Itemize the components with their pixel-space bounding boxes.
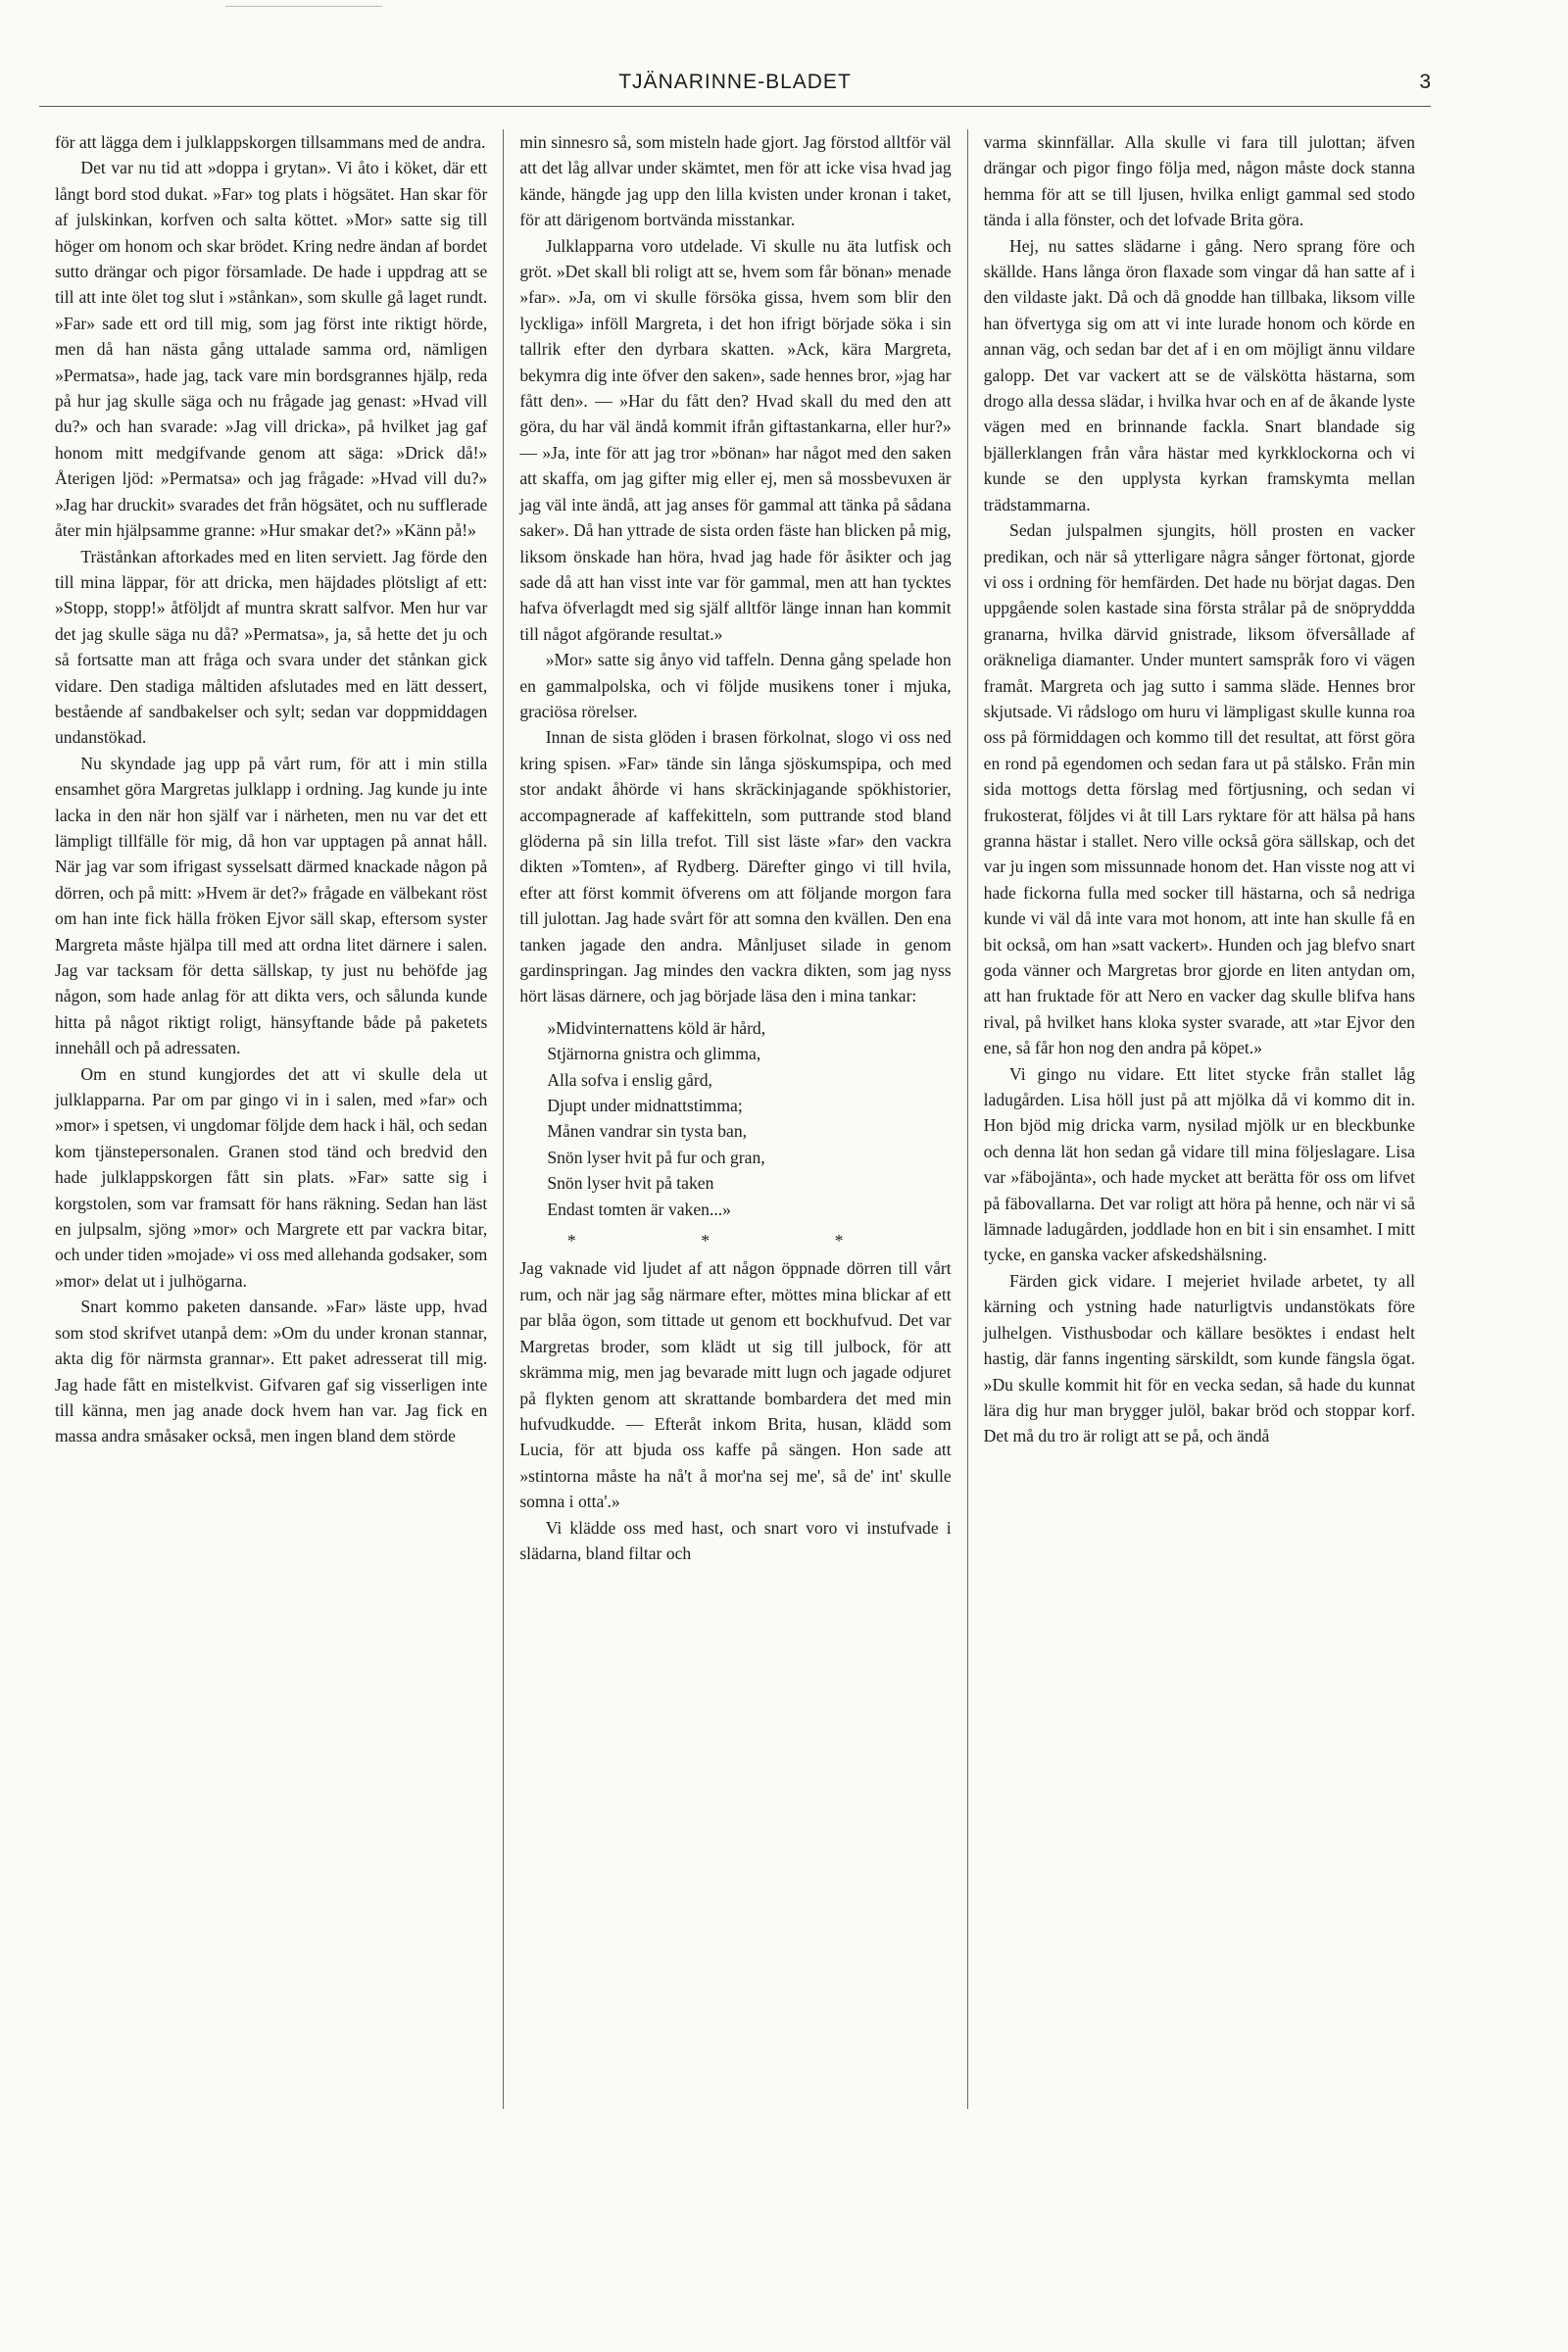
column-2 <box>503 129 966 2109</box>
paragraph: Färden gick vidare. I mejeriet hvilade arbetet, ty all kärning och ystning hade naturligtvis undanstökats före julhelgen. Visthusbodar och källare besöktes i endast helt hastig, där fanns ingenting särskildt, som kunde fängsla ögat. »Du skulle kommit hit för en vecka sedan, så hade du kunnat lära dig hur man brygger julöl, bakar bröd och stoppar korf. Det må du tro är roligt att se på, och ändå <box>983 1270 1415 1446</box>
paragraph: Snart kommo paketen dansande. »Far» läste upp, hvad som stod skrifvet utanpå dem: »Om du under kronan stannar, akta dig för närmsta grannar». Ett paket adresserat till mig. Jag hade fått en mistelkvist. Gifvaren gaf sig visserligen inte till känna, men jag anade dock hvem han var. Jag fick en massa andra småsaker också, men ingen bland dem störde <box>55 1297 488 1446</box>
paragraph: Innan de sista glöden i brasen förkolnat, slogo vi oss ned kring spisen. »Far» tände sin långa sjöskumspipa, och med stor andakt åhörde vi hans skräckinjagande spökhistorier, accompagnerade af kaffekitteln, som puttrande stod bland glöderna på sin lilla trefot. Till sist läste »far» den vackra dikten »Tomten», af Rydberg. Därefter gingo vi till hvila, efter att först kommit öfverens om att följande morgon fara till julottan. Jag hade svårt för att somna den kvällen. Den ena tanken jagade den andra. Månljuset silade in genom gardinspringan. Jag mindes den vackra dikten, som jag nyss hört läsas därnere, och jag började läsa den i mina tankar: <box>519 727 952 1006</box>
poem-line: Månen vandrar sin tysta ban, <box>547 1121 748 1142</box>
paragraph: Om en stund kungjordes det att vi skulle dela ut julklapparna. Par om par gingo vi in i salen, med »far» och »mor» i spetsen, vi ungdomar följde dem hack i häl, och sedan kom tjänstepersonalen. Granen stod tänd och bredvid den hade julklappskorgen fått sin plats. »Far» satte sig i korgstolen, som var framsatt för hans räkning. Sedan han läst en julpsalm, sjöng »mor» och Margrete ett par vackra bitar, och under tiden »mojade» vi oss med allehanda godsaker, som »mor» delat ut i julhögarna. <box>55 1063 488 1291</box>
section-separator: * * * <box>566 1231 905 1251</box>
paragraph: Det var nu tid att »doppa i grytan». Vi åto i köket, där ett långt bord stod dukat. »Far» tog plats i högsätet. Han skar för af julskinkan, korfven och salta köttet. »Mor» satte sig till höger om honom och skar brödet. Kring nedre ändan af bordet sutto drängar och pigor församlade. De hade i uppdrag att se till att inte ölet tog slut i »stånkan», som skulle gå laget rundt. »Far» sade ett ord till mig, som jag först inte riktigt hörde, men då han nästa gång uttalade samma ord, nämligen »Permatsa», hade jag, tack vare min bordsgrannes hjälp, reda på hur jag skulle säga och nu frågade jag genast: »Hvad vill du?» och han svarade: »Jag vill dricka», på hvilket jag gaf honom mitt medgifvande genom att säga: »Drick då!» Återigen ljöd: »Permatsa» och jag frågade: »Hvad vill du?» »Jag har druckit» svarades det från högsätet, och nu sufflerade åter min hjälpsamme granne: »Hur smakar det?» »Känn på!» <box>55 158 488 541</box>
paragraph: Trästånkan aftorkades med en liten serviett. Jag förde den till mina läppar, för att dricka, men häjdades plötsligt af ett: »Stopp, stopp!» åtföljdt af muntra skratt salfvor. Men hur var det jag skulle säga nu då? »Permatsa», ja, så hette det ju och så fortsatte man att fråga och svara under det stånkan gick vidare. Den stadiga måltiden afslutades med en lätt dessert, bestående af sandbakelser och sylt; sedan var doppmiddagen undanstökad. <box>55 546 488 748</box>
column-1 <box>39 129 503 2109</box>
poem-line: Stjärnorna gnistra och glimma, <box>547 1044 761 1064</box>
paragraph: Hej, nu sattes slädarne i gång. Nero sprang före och skällde. Hans långa öron flaxade som vingar då han satte af i den vildaste jakt. Då och då gnodde han tillbaka, liksom ville han öfvertyga sig om att vi inte lurade honom och körde en annan väg, och sedan bar det af i en om möjligt ännu vildare galopp. Det var vackert att se de välskötta hästarna, som drogo alla dessa slädar, i hvilka hvar och en af de åkande lyste vägen med en brinnande fackla. Snart blandade sig bjällerklangen från våra hästar med kyrkklockorna och vi kunde se den upplysta kyrkan framskymta mellan trädstammarna. <box>983 235 1415 514</box>
paragraph: Sedan julspalmen sjungits, höll prosten en vacker predikan, och när så ytterligare några sånger förtonat, gjorde vi oss i ordning för hemfärden. Det hade nu börjat dagas. Den uppgående solen kastade sina första strålar på de snöpryddda granarna, hvilka därvid gnistrade, liksom öfversållade af oräkneliga diamanter. Under muntert samspråk foro vi vägen framåt. Margreta och jag sutto i samma släde. Hennes bror skjutsade. Vi rådslogo om huru vi lämpligast skulle kunna roa oss på förmiddagen och kommo till det resultat, att först göra en rond på egendomen och sedan fara ut på stålsko. Från min sida mottogs detta förslag med förtjusning, och sedan vi frukosterat, följdes vi åt till Lars ryktare för att hälsa på hans granna hästar i stallet. Nero ville också göra sällskap, och det var ju ingen som missunnade honom det. Han visste nog att vi hade fickorna fulla med socker till hästarna, och så nedriga kunde vi väl då inte vara mot honom, att inte han skulle få en bit också, om han »satt vackert». Hunden och jag blefvo snart goda vänner och Margretas bror gjorde en liten antydan om, att han fruktade för att Nero en vacker dag skulle blifva hans rival, på hvilket hans kloka syster svarade, att »tar Ejvor den ene, så får hon nog den andra på köpet.» <box>983 520 1415 1058</box>
publication-title: TJÄNARINNE-BLADET <box>618 71 852 93</box>
paragraph: varma skinnfällar. Alla skulle vi fara till julottan; äfven drängar och pigor fingo följa med, någon måste dock stanna hemma för att se till ljusen, hvilka enligt gammal sed stodo tända i alla fönster, och det lofvade Brita göra. <box>983 132 1415 230</box>
paragraph: Vi gingo nu vidare. Ett litet stycke från stallet låg ladugården. Lisa höll just på att mjölka då vi kommo dit in. Hon bjöd mig dricka varm, nysilad mjölk ur en bleckbunke och denna lät hon sedan gå vidare till mina följeslagare. Lisa var »fäbojänta», och hade mycket att berätta för oss om lifvet på fäbovallarna. Det var roligt att höra på henne, och när vi så lämnade ladugården, joddlade hon en bit i sin ensamhet. I mitt tycke, en ganska vacker afskedshälsning. <box>983 1063 1415 1265</box>
article-columns <box>39 129 1431 2109</box>
poem-line: Alla sofva i enslig gård, <box>547 1069 712 1090</box>
column-3 <box>967 129 1431 2109</box>
paragraph: Nu skyndade jag upp på vårt rum, för att i min stilla ensamhet göra Margretas julklapp i ordning. Jag kunde ju inte lacka in den när hon själf var i närheten, men nu var det ett lämpligt tillfälle för mig, då hon var upptagen på annat håll. När jag var som ifrigast sysselsatt därmed knackade någon på dörren, och på mitt: »Hvem är det?» frågade en välbekant röst om han inte fick hälla fröken Ejvor säll skap, eftersom syster Margreta måste hjälpa till med att ordna litet därnere i salen. Jag var tacksam för detta sällskap, ty just nu behöfde jag någon, som hade anlag för att dikta vers, och sålunda kunde hitta på något riktigt roligt, hänsyftande både på paketets innehåll och på adressaten. <box>55 753 488 1058</box>
poem-line: Djupt under midnattstimma; <box>547 1096 743 1116</box>
poem-line: Snön lyser hvit på fur och gran, <box>547 1147 765 1167</box>
header-rule <box>39 106 1431 107</box>
page-header <box>39 71 1431 104</box>
page-number: 3 <box>1419 71 1431 93</box>
paragraph: Vi klädde oss med hast, och snart voro vi instufvade i slädarna, bland filtar och <box>519 1517 952 1563</box>
paragraph: min sinnesro så, som misteln hade gjort. Jag förstod alltför väl att det låg allvar under skämtet, men för att icke visa hvad jag kände, hängde jag upp den lilla kvisten under kronan i taket, för att därigenom bortvända misstankar. <box>519 132 952 230</box>
paragraph: Julklapparna voro utdelade. Vi skulle nu äta lutfisk och gröt. »Det skall bli roligt att se, hvem som får bönan» menade »far». »Ja, om vi skulle försöka gissa, hvem som blir den lyckliga» inföll Margreta, i det hon ifrigt började söka i sin tallrik efter den dyrbara skatten. »Ack, kära Margreta, bekymra dig inte öfver den saken», sade hennes bror, »jag har fått den». — »Har du fått den? Hvad skall du med den att göra, du har väl ändå kommit ifrån giftastankarna, eller hur?» — »Ja, inte för att jag tror »bönan» har något med den saken att skaffa, om jag gifter mig eller ej, men så mossbevuxen är jag väl inte ändå, att jag anses för gammal att tänka på sådana saker». Då han yttrade de sista orden fäste han blicken på mig, liksom önskade han höra, hvad jag hade för åsikter och jag sade då att han visst inte var för gammal, men att han tycktes hafva öfverlagdt med sig själf alltför länge innan han kommit till något afgörande resultat.» <box>519 235 952 644</box>
poem-line: »Midvinternattens köld är hård, <box>547 1017 766 1038</box>
poem-line: Endast tomten är vaken...» <box>547 1199 731 1219</box>
paragraph: Jag vaknade vid ljudet af att någon öppnade dörren till vårt rum, och när jag såg närmare efter, möttes mina blickar af ett par blåa ögon, som tittade ut genom ett bockhufvud. Det var Margretas broder, som klädt ut sig till julbock, för att skrämma mig, men jag bevarade mitt lugn och jagade odjuret på flykten genom att skrattande bombardera det med min hufvudkudde. — Efteråt inkom Brita, husan, klädd som Lucia, för att bjuda oss kaffe på sängen. Hon sade att »stintorna måste ha nå't å mor'na sej me', så de' int' skulle somna i otta'.» <box>519 1258 952 1512</box>
scan-artifact-line <box>225 6 382 7</box>
paragraph: för att lägga dem i julklappskorgen tillsammans med de andra. <box>55 132 486 152</box>
paragraph: »Mor» satte sig ånyo vid taffeln. Denna gång spelade hon en gammalpolska, och vi följde musikens toner i mjuka, graciösa rörelser. <box>519 650 952 721</box>
poem-stanza <box>547 1015 951 1222</box>
poem-line: Snön lyser hvit på taken <box>547 1173 714 1194</box>
